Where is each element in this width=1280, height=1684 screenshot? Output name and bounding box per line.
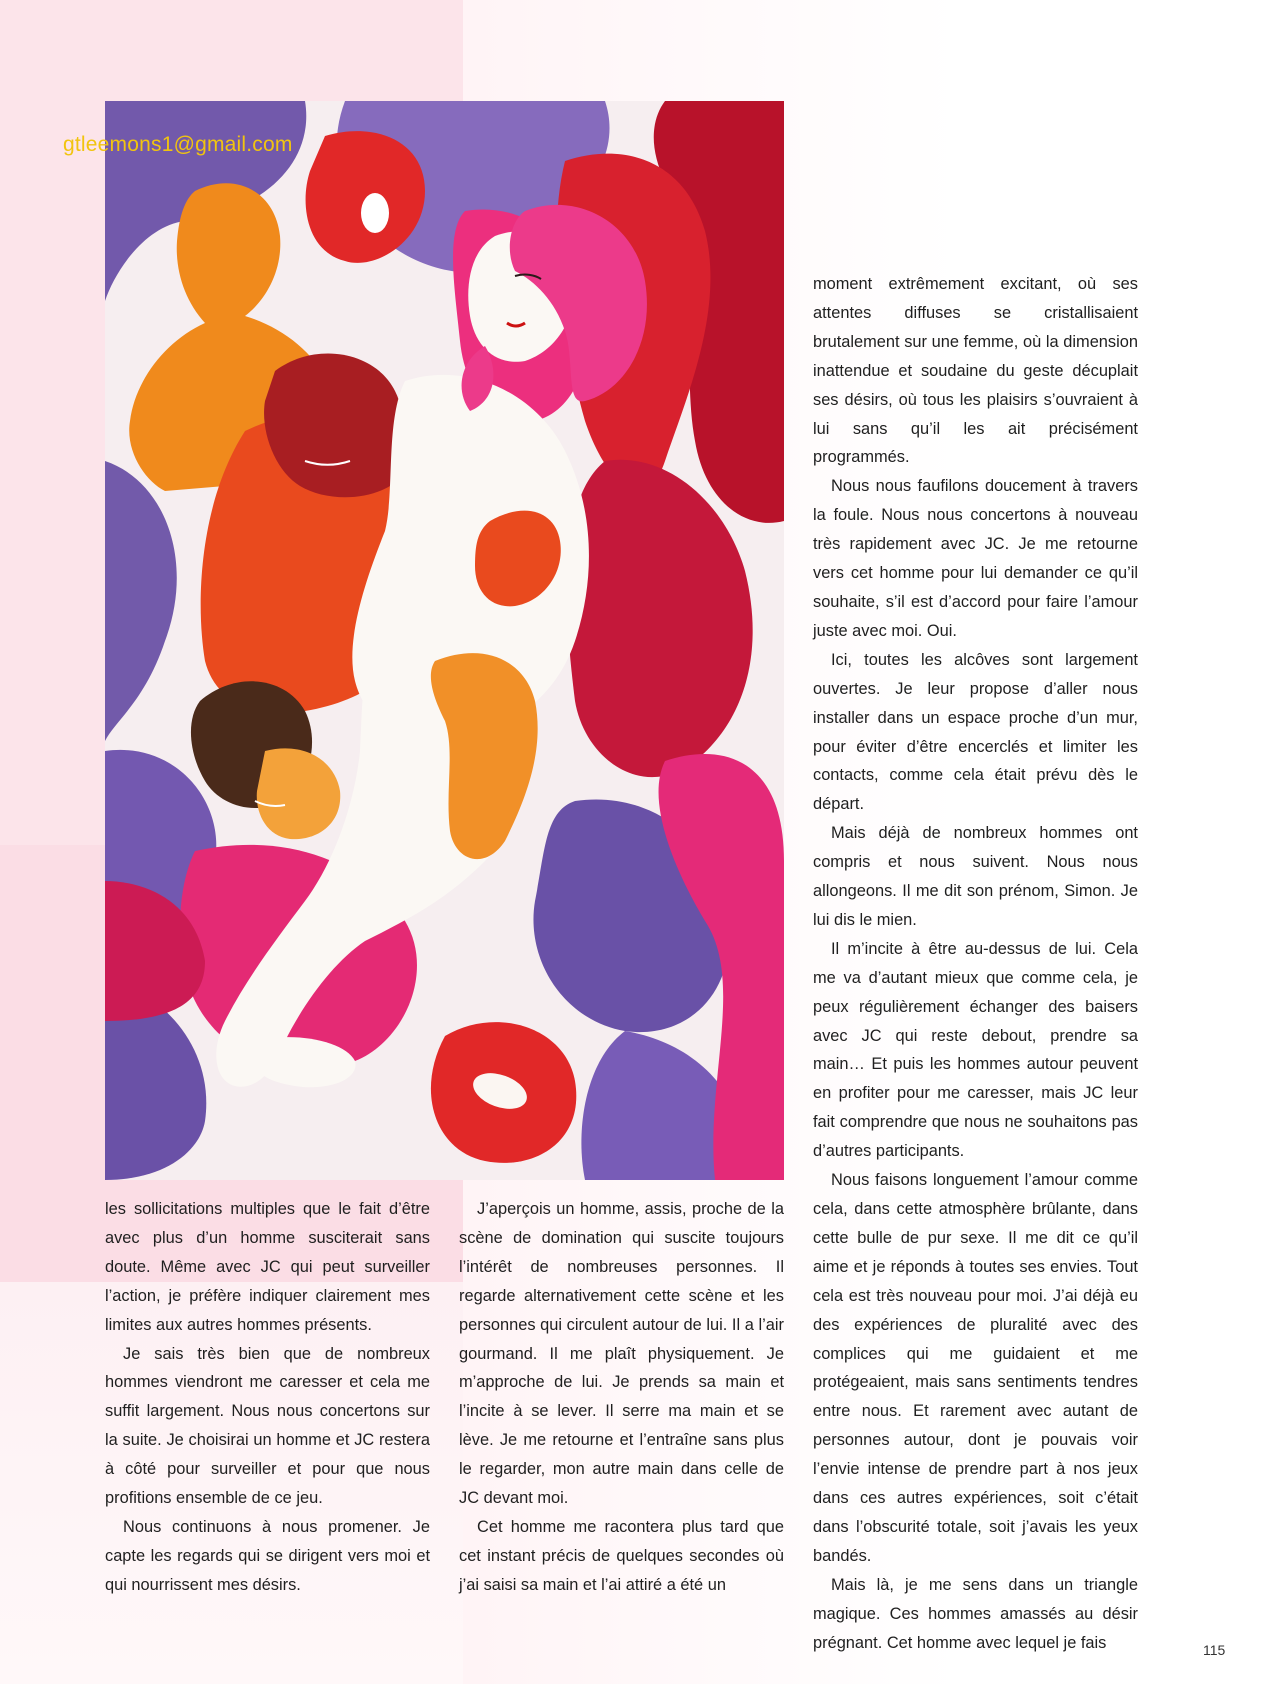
paragraph: les sollicitations multiples que le fait d’être avec plus d’un homme susciterait sans doute. Même avec JC qui peut surveiller l’action, je préfère indiquer clairement mes limites aux autres hommes présents.	[105, 1200, 430, 1334]
paragraph: Mais déjà de nombreux hommes ont compris et nous suivent. Nous nous allongeons. Il me dit son prénom, Simon. Je lui dis le mien.	[813, 824, 1138, 929]
paragraph: Ici, toutes les alcôves sont largement ouvertes. Je leur propose d’aller nous installer dans un espace proche d’un mur, pour éviter d’être encerclés et limiter les contacts, comme cela était prévu dès le départ.	[813, 650, 1138, 814]
paragraph: Nous continuons à nous promener. Je capte les regards qui se dirigent vers moi et qui nourrissent mes désirs.	[105, 1517, 430, 1594]
text-column-right	[813, 270, 1138, 1658]
paragraph: Mais là, je me sens dans un triangle magique. Ces hommes amassés au désir prégnant. Cet homme avec lequel je fais	[813, 1575, 1138, 1652]
email-watermark: gtleemons1@gmail.com	[63, 133, 293, 156]
paragraph: Il m’incite à être au-dessus de lui. Cela me va d’autant mieux que comme cela, je peux régulièrement échanger des baisers avec JC qui reste debout, prendre sa main… Et puis les hommes autour peuvent en profiter pour me caresser, mais JC leur fait comprendre que nous ne souhaitons pas d’autres participants.	[813, 939, 1138, 1161]
paragraph: Nous nous faufilons doucement à travers la foule. Nous nous concertons à nouveau très rapidement avec JC. Je me retourne vers cet homme pour lui demander ce qu’il souhaite, s’il est d’accord pour faire l’amour juste avec moi. Oui.	[813, 477, 1138, 640]
page-number: 115	[1203, 1642, 1226, 1658]
paragraph: J’aperçois un homme, assis, proche de la scène de domination qui suscite toujours l’intérêt de nombreuses personnes. Il regarde alternativement cette scène et les personnes qui circulent autour de lui. Il a l’air gourmand. Il me plaît physiquement. Je m’approche de lui. Je prends sa main et l’incite à se lever. Il serre ma main et se lève. Je me retourne et l’entraîne sans plus le regarder, mon autre main dans celle de JC devant moi.	[459, 1200, 784, 1508]
watercolor-illustration	[105, 101, 784, 1180]
paragraph: Je sais très bien que de nombreux hommes viendront me caresser et cela me suffit largement. Nous nous concertons sur la suite. Je choisirai un homme et JC restera à côté pour surveiller et pour que nous profitions ensemble de ce jeu.	[105, 1344, 430, 1508]
paragraph: Nous faisons longuement l’amour comme cela, dans cette atmosphère brûlante, dans cette bulle de pur sexe. Il me dit ce qu’il aime et je réponds à toutes ses envies. Tout cela est très nouveau pour moi. J’ai déjà eu des expériences de pluralité avec des complices qui me guidaient et me protégeaient, mais sans sentiments tendres entre nous. Et rarement avec autant de personnes autour, dont je pouvais voir l’envie intense de prendre part à nos jeux dans ces autres expériences, soit c’était dans l’obscurité totale, soit j’avais les yeux bandés.	[813, 1171, 1138, 1565]
text-column-middle	[459, 1195, 784, 1600]
text-column-left	[105, 1195, 430, 1600]
paragraph: moment extrêmement excitant, où ses attentes diffuses se cristallisaient brutalement sur une femme, où la dimension inattendue et soudaine du geste décuplait ses désirs, où tous les plaisirs s’ouvraient à lui sans qu’il les ait précisément programmés.	[813, 275, 1138, 467]
paragraph: Cet homme me racontera plus tard que cet instant précis de quelques secondes où j’ai saisi sa main et l’ai attiré a été un	[459, 1517, 784, 1594]
